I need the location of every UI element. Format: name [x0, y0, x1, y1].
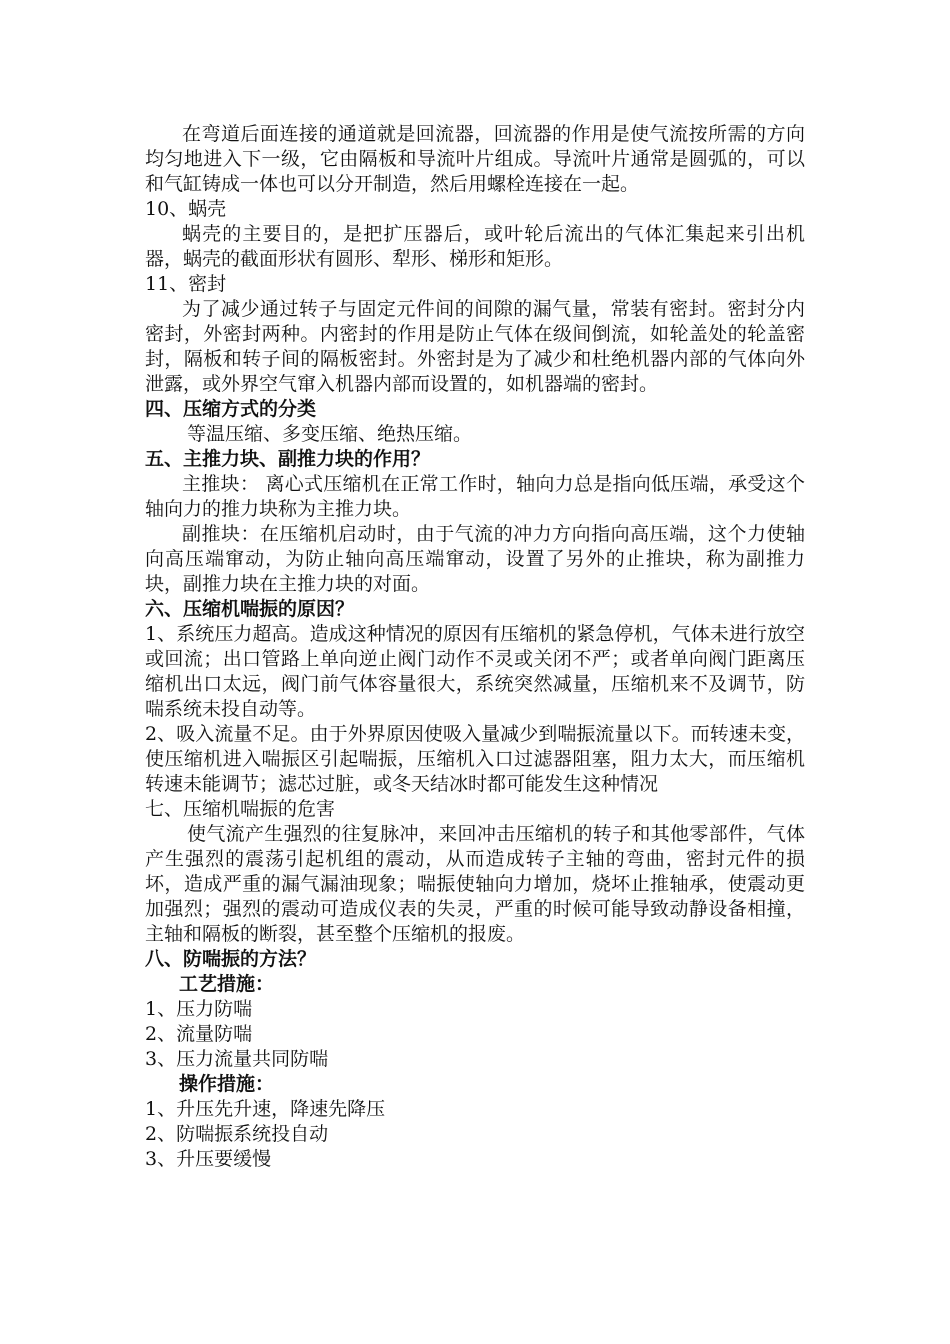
paragraph-seal: 为了减少通过转子与固定元件间的间隙的漏气量，常装有密封。密封分内密封，外密封两种。内密封的作用是防止气体在级间倒流，如轮盖处的轮盖密封，隔板和转子间的隔板密封。外密封是为了减少和杜绝机器内部的气体向外泄露，或外界空气窜入机器内部而设置的，如机器端的密封。: [145, 298, 805, 395]
list-item: 3、压力流量共同防喘: [145, 1048, 329, 1070]
list-item: 1、升压先升速，降速先降压: [145, 1098, 386, 1120]
paragraph-surge-cause-2: 2、吸入流量不足。由于外界原因使吸入量减少到喘振流量以下。而转速未变，使压缩机进入喘振区引起喘振，压缩机入口过滤器阻塞，阻力太大，而压缩机转速未能调节；滤芯过脏，或冬天结冰时都可能发生这种情况: [145, 723, 805, 795]
subheading-craft-measures: 工艺措施：: [179, 973, 275, 995]
paragraph-compression-types: 等温压缩、多变压缩、绝热压缩。: [187, 423, 473, 445]
paragraph-volute: 蜗壳的主要目的，是把扩压器后，或叶轮后流出的气体汇集起来引出机器，蜗壳的截面形状有圆形、犁形、梯形和矩形。: [145, 223, 805, 270]
subheading-operation-measures: 操作措施：: [179, 1073, 275, 1095]
heading-surge-hazards: 七、压缩机喘振的危害: [145, 798, 336, 820]
list-item: 3、升压要缓慢: [145, 1148, 272, 1170]
paragraph-main-thrust: 主推块： 离心式压缩机在正常工作时，轴向力总是指向低压端，承受这个轴向力的推力块称为主推力块。: [145, 473, 805, 520]
list-item: 2、防喘振系统投自动: [145, 1123, 329, 1145]
list-item: 1、压力防喘: [145, 998, 253, 1020]
document-page: [145, 122, 805, 1172]
heading-anti-surge: 八、防喘振的方法？: [145, 948, 317, 970]
section-heading-volute: 10、蜗壳: [145, 198, 227, 220]
paragraph-secondary-thrust: 副推块：在压缩机启动时，由于气流的冲力方向指向高压端，这个力使轴向高压端窜动，为防止轴向高压端窜动，设置了另外的止推块，称为副推力块，副推力块在主推力块的对面。: [145, 523, 805, 595]
paragraph-return-channel: 在弯道后面连接的通道就是回流器，回流器的作用是使气流按所需的方向均匀地进入下一级，它由隔板和导流叶片组成。导流叶片通常是圆弧的，可以和气缸铸成一体也可以分开制造，然后用螺栓连接在一起。: [145, 123, 805, 195]
section-heading-seal: 11、密封: [145, 273, 227, 295]
heading-compression-types: 四、压缩方式的分类: [145, 398, 317, 420]
heading-surge-causes: 六、压缩机喘振的原因？: [145, 598, 355, 620]
paragraph-surge-hazards: 使气流产生强烈的往复脉冲，来回冲击压缩机的转子和其他零部件，气体产生强烈的震荡引起机组的震动，从而造成转子主轴的弯曲，密封元件的损坏，造成严重的漏气漏油现象；喘振使轴向力增加，烧坏止推轴承，使震动更加强烈；强烈的震动可造成仪表的失灵，严重的时候可能导致动静设备相撞，主轴和隔板的断裂，甚至整个压缩机的报废。: [145, 823, 805, 945]
list-item: 2、流量防喘: [145, 1023, 253, 1045]
paragraph-surge-cause-1: 1、系统压力超高。造成这种情况的原因有压缩机的紧急停机，气体未进行放空或回流；出口管路上单向逆止阀门动作不灵或关闭不严；或者单向阀门距离压缩机出口太远，阀门前气体容量很大，系统突然减量，压缩机来不及调节，防喘系统未投自动等。: [145, 623, 805, 720]
heading-thrust-blocks: 五、主推力块、副推力块的作用？: [145, 448, 431, 470]
